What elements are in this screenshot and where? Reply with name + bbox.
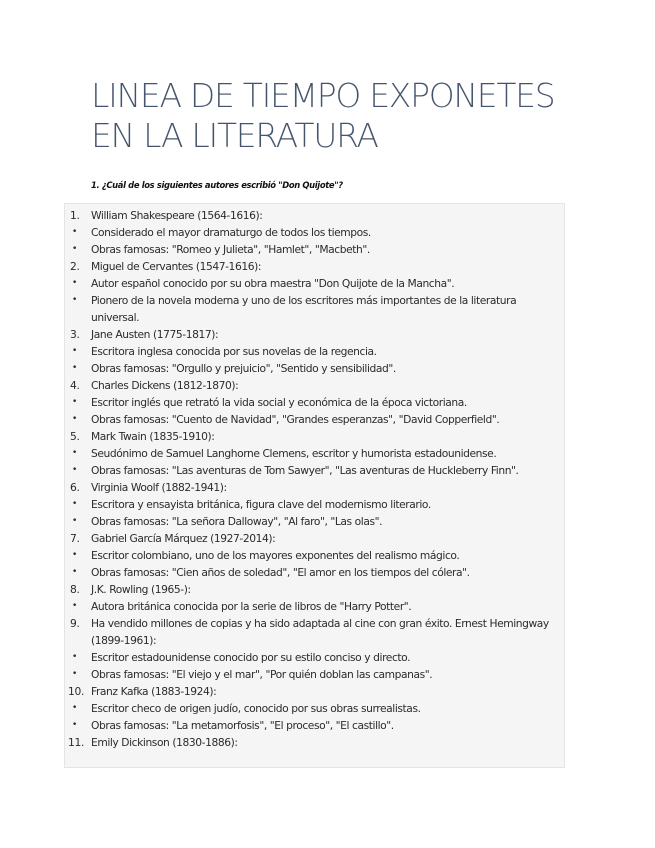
bullet-text: Escritora inglesa conocida por sus novelas de la regencia. xyxy=(91,345,377,358)
list-item-bullet xyxy=(65,513,564,530)
list-item-author xyxy=(65,207,564,224)
list-item-author xyxy=(65,377,564,394)
list-item-bullet xyxy=(65,649,564,666)
list-item-author xyxy=(65,683,564,700)
author-heading: Gabriel García Márquez (1927-2014): xyxy=(91,532,276,545)
bullet-text: Autora británica conocida por la serie de libros de "Harry Potter". xyxy=(91,600,412,613)
list-number: 1. xyxy=(70,209,80,222)
bullet-icon: • xyxy=(72,363,77,373)
bullet-text: Seudónimo de Samuel Langhorne Clemens, escritor y humorista estadounidense. xyxy=(91,447,497,460)
list-item-bullet xyxy=(65,666,564,683)
list-item-bullet xyxy=(65,394,564,411)
bullet-icon: • xyxy=(72,346,77,356)
list-item-bullet xyxy=(65,547,564,564)
list-item-bullet xyxy=(65,224,564,241)
list-item-bullet xyxy=(65,564,564,581)
bullet-icon: • xyxy=(72,499,77,509)
question-text: 1. ¿Cuál de los siguientes autores escribió "Don Quijote"? xyxy=(91,180,343,190)
bullet-text: Obras famosas: "Cuento de Navidad", "Grandes esperanzas", "David Copperfield". xyxy=(91,413,500,426)
bullet-text: Autor español conocido por su obra maestra "Don Quijote de la Mancha". xyxy=(91,277,455,290)
bullet-icon: • xyxy=(72,601,77,611)
list-item-author xyxy=(65,258,564,275)
list-item-author xyxy=(65,326,564,343)
list-number: 10. xyxy=(68,685,85,698)
bullet-icon: • xyxy=(72,703,77,713)
bullet-text: Pionero de la novela moderna y uno de los escritores más importantes de la literatura universal. xyxy=(91,294,517,324)
bullet-text: Obras famosas: "La señora Dalloway", "Al faro", "Las olas". xyxy=(91,515,383,528)
bullet-icon: • xyxy=(72,465,77,475)
bullet-icon: • xyxy=(72,278,77,288)
bullet-icon: • xyxy=(72,227,77,237)
list-number: 5. xyxy=(70,430,80,443)
author-heading: Jane Austen (1775-1817): xyxy=(91,328,219,341)
bullet-text: Escritor checo de origen judío, conocido por sus obras surrealistas. xyxy=(91,702,421,715)
bullet-icon: • xyxy=(72,516,77,526)
author-heading: Charles Dickens (1812-1870): xyxy=(91,379,239,392)
list-item-author xyxy=(65,615,564,649)
list-item-bullet xyxy=(65,462,564,479)
author-heading: Ha vendido millones de copias y ha sido adaptada al cine con gran éxito. Ernest Hemingway (1899-1961): xyxy=(91,617,549,647)
list-item-bullet xyxy=(65,717,564,734)
list-item-bullet xyxy=(65,496,564,513)
bullet-icon: • xyxy=(72,720,77,730)
list-number: 4. xyxy=(70,379,80,392)
list-item-bullet xyxy=(65,700,564,717)
bullet-icon: • xyxy=(72,295,77,305)
bullet-text: Obras famosas: "Orgullo y prejuicio", "Sentido y sensibilidad". xyxy=(91,362,396,375)
list-number: 6. xyxy=(70,481,80,494)
bullet-icon: • xyxy=(72,244,77,254)
bullet-text: Obras famosas: "Cien años de soledad", "El amor en los tiempos del cólera". xyxy=(91,566,470,579)
bullet-text: Considerado el mayor dramaturgo de todos los tiempos. xyxy=(91,226,371,239)
bullet-icon: • xyxy=(72,397,77,407)
page-title: LINEA DE TIEMPO EXPONETES EN LA LITERATURA xyxy=(91,76,555,155)
list-item-bullet xyxy=(65,241,564,258)
list-item-bullet xyxy=(65,275,564,292)
list-number: 8. xyxy=(70,583,80,596)
author-heading: Franz Kafka (1883-1924): xyxy=(91,685,217,698)
bullet-text: Escritor inglés que retrató la vida social y económica de la época victoriana. xyxy=(91,396,467,409)
bullet-icon: • xyxy=(72,669,77,679)
list-item-bullet xyxy=(65,292,564,326)
author-heading: Emily Dickinson (1830-1886): xyxy=(91,736,238,749)
author-heading: Mark Twain (1835-1910): xyxy=(91,430,215,443)
bullet-text: Obras famosas: "El viejo y el mar", "Por quién doblan las campanas". xyxy=(91,668,433,681)
authors-list-box xyxy=(64,203,565,768)
bullet-icon: • xyxy=(72,550,77,560)
bullet-icon: • xyxy=(72,448,77,458)
list-number: 7. xyxy=(70,532,80,545)
list-number: 9. xyxy=(70,617,80,630)
list-item-author xyxy=(65,530,564,547)
list-number: 3. xyxy=(70,328,80,341)
list-item-bullet xyxy=(65,445,564,462)
bullet-text: Escritora y ensayista británica, figura clave del modernismo literario. xyxy=(91,498,431,511)
list-item-bullet xyxy=(65,411,564,428)
list-item-author xyxy=(65,581,564,598)
list-number: 2. xyxy=(70,260,80,273)
authors-list xyxy=(65,204,564,751)
list-item-bullet xyxy=(65,360,564,377)
bullet-text: Obras famosas: "La metamorfosis", "El proceso", "El castillo". xyxy=(91,719,394,732)
list-item-bullet xyxy=(65,598,564,615)
bullet-icon: • xyxy=(72,567,77,577)
list-item-author xyxy=(65,479,564,496)
list-number: 11. xyxy=(68,736,85,749)
list-item-author xyxy=(65,428,564,445)
bullet-text: Escritor estadounidense conocido por su estilo conciso y directo. xyxy=(91,651,411,664)
author-heading: Virginia Woolf (1882-1941): xyxy=(91,481,227,494)
author-heading: J.K. Rowling (1965-): xyxy=(91,583,191,596)
bullet-icon: • xyxy=(72,652,77,662)
list-item-bullet xyxy=(65,343,564,360)
bullet-text: Obras famosas: "Romeo y Julieta", "Hamlet", "Macbeth". xyxy=(91,243,370,256)
author-heading: Miguel de Cervantes (1547-1616): xyxy=(91,260,262,273)
list-item-author xyxy=(65,734,564,751)
bullet-text: Escritor colombiano, uno de los mayores exponentes del realismo mágico. xyxy=(91,549,460,562)
bullet-icon: • xyxy=(72,414,77,424)
bullet-text: Obras famosas: "Las aventuras de Tom Sawyer", "Las aventuras de Huckleberry Finn". xyxy=(91,464,519,477)
author-heading: William Shakespeare (1564-1616): xyxy=(91,209,263,222)
